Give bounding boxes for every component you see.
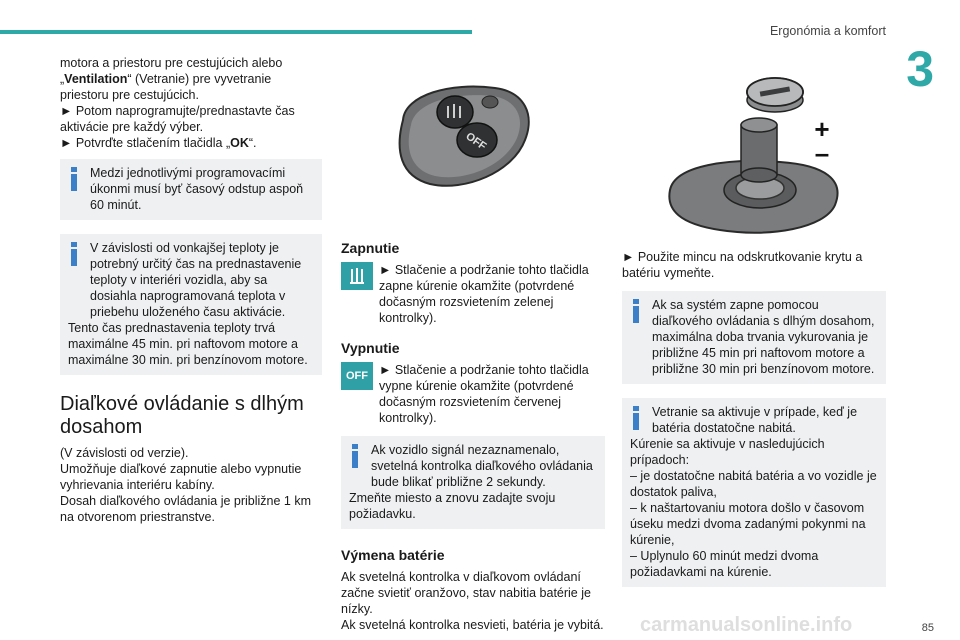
- paragraph: Dosah diaľkového ovládania je približne 1 km na otvorenom priestranstve.: [60, 494, 312, 524]
- info-icon: [632, 299, 640, 323]
- info-icon: [70, 242, 78, 266]
- off-button-label: OFF: [463, 130, 489, 153]
- subheading-on: Zapnutie: [341, 240, 400, 256]
- watermark: carmanualsonline.info: [640, 614, 853, 636]
- info-icon: [70, 167, 78, 191]
- subheading-off: Vypnutie: [341, 340, 400, 356]
- column-middle: [341, 240, 605, 633]
- on-instruction: ► Stlačenie a podržanie tohto tlačidla zapne kúrenie okamžite (potvrdené dočasným rozsvietením zelenej kontrolky).: [341, 262, 605, 326]
- instruction-step: ► Potom naprogramujte/prednastavte čas aktivácie pre každý výber.: [60, 104, 295, 134]
- info-icon: [632, 406, 640, 430]
- chapter-number: 3: [906, 41, 934, 97]
- remote-control-illustration: [385, 80, 545, 200]
- off-instruction: OFF ► Stlačenie a podržanie tohto tlačidla vypne kúrenie okamžite (potvrdené dočasným rozsvietením červenej kontrolky).: [341, 362, 605, 426]
- header-accent-bar: [0, 30, 472, 34]
- info-note: V závislosti od vonkajšej teploty je potrebný určitý čas na prednastavenie teploty v interiéri vozidla, aby sa dosiahla naprogramovaná teplota v priebehu uloženého času aktivácie. Tento čas prednastavenia teploty trvá maximálne 45 min. pri naftovom motore a maximálne 30 min. pri benzínovom motore.: [60, 234, 322, 375]
- instruction-step: ► Potvrďte stlačením tlačidla „OK“.: [60, 136, 257, 150]
- header-title: Ergonómia a komfort: [769, 24, 886, 38]
- subheading-battery: Výmena batérie: [341, 547, 445, 563]
- negative-pole-label: –: [814, 138, 830, 168]
- paragraph: Ak svetelná kontrolka v diaľkovom ovládaní začne svietiť oranžovo, stav nabitia batérie je nízky.: [341, 570, 591, 616]
- info-note: Ak sa systém zapne pomocou diaľkového ovládania s dlhým dosahom, maximálna doba trvania vykurovania je približne 45 min pri naftovom motore a približne 30 min pri benzínovom motore.: [622, 291, 886, 384]
- column-right: [622, 249, 886, 587]
- section-heading: Diaľkové ovládanie s dlhým dosahom: [60, 393, 304, 438]
- info-icon: [351, 444, 359, 468]
- paragraph: Umožňuje diaľkové zapnutie alebo vypnutie vyhrievania interiéru kabíny.: [60, 462, 302, 492]
- info-note: Vetranie sa aktivuje v prípade, keď je batéria dostatočne nabitá. Kúrenie sa aktivuje v nasledujúcich prípadoch: – je dostatočne nabitá batéria a vo vozidle je dostatok paliva, – k naštartovaniu motora došlo v časovom úseku medzi dvoma zadanými pokynmi na kúrenie, – Uplynulo 60 minút medzi dvoma požiadavkami na kúrenie.: [622, 398, 886, 587]
- instruction-step: ► Použite mincu na odskrutkovanie krytu a batériu vymeňte.: [622, 250, 863, 280]
- off-badge-icon: OFF: [341, 362, 373, 390]
- page-number: 85: [921, 622, 934, 634]
- heat-badge-icon: [341, 262, 373, 290]
- paragraph: Ak svetelná kontrolka nesvieti, batéria je vybitá.: [341, 618, 604, 632]
- paragraph: motora a priestoru pre cestujúcich alebo „Ventilation“ (Vetranie) pre vyvetranie priestoru pre cestujúcich.: [60, 56, 283, 102]
- paragraph: (V závislosti od verzie).: [60, 446, 189, 460]
- info-note: Medzi jednotlivými programovacími úkonmi musí byť časový odstup aspoň 60 minút.: [60, 159, 322, 220]
- battery-replacement-illustration: [660, 70, 860, 240]
- positive-pole-label: +: [814, 114, 830, 144]
- info-note: Ak vozidlo signál nezaznamenalo, svetelná kontrolka diaľkového ovládania bude blikať približne 2 sekundy. Zmeňte miesto a znovu zadajte svoju požiadavku.: [341, 436, 605, 529]
- column-left: [60, 55, 322, 525]
- indicator-light: [482, 96, 498, 108]
